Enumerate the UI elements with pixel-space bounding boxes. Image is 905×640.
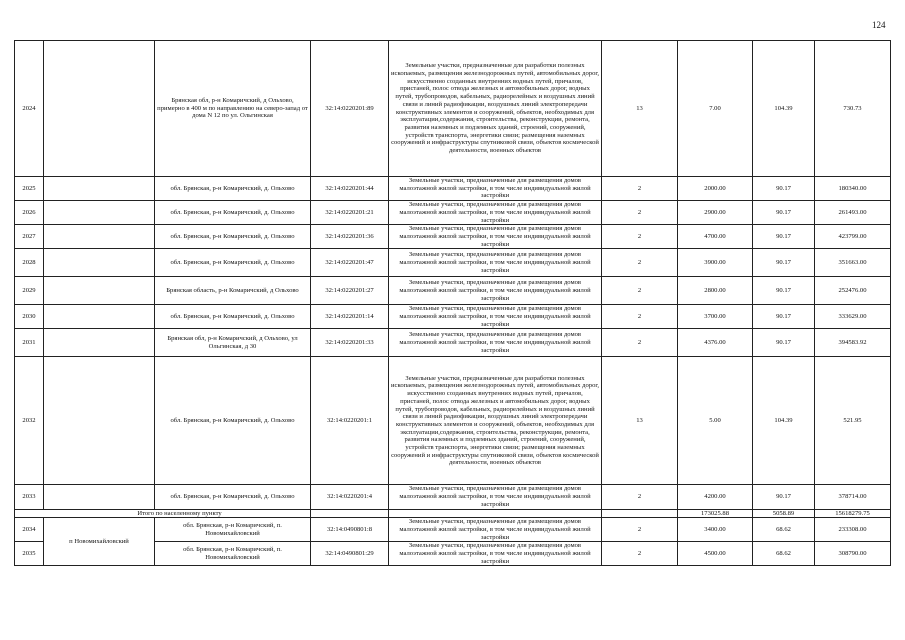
area-cell: 4500.00	[678, 542, 753, 566]
value-cell: 730.73	[815, 41, 891, 177]
cadastral-number-cell: 32:14:0220201:27	[311, 277, 389, 305]
land-purpose-cell: Земельные участки, предназначенные для размещения домов малоэтажной жилой застройки, в том числе индивидуальной жилой застройки	[389, 485, 602, 509]
table-row	[15, 357, 891, 485]
purpose-code-cell: 2	[602, 542, 678, 566]
address-cell: обл. Брянская, р-н Комаричский, д. Ольхово	[155, 305, 311, 329]
value-cell: 423799.00	[815, 225, 891, 249]
value-cell: 378714.00	[815, 485, 891, 509]
area-cell: 5.00	[678, 357, 753, 485]
cadastral-number-cell: 32:14:0220201:33	[311, 329, 389, 357]
area-cell: 4200.00	[678, 485, 753, 509]
value-cell: 521.95	[815, 357, 891, 485]
rate-cell: 68.62	[753, 542, 815, 566]
settlement-cell	[44, 177, 155, 201]
land-valuation-table	[14, 40, 891, 566]
row-number: 2033	[15, 485, 44, 509]
area-cell: 4376.00	[678, 329, 753, 357]
row-number: 2035	[15, 542, 44, 566]
rate-cell: 90.17	[753, 485, 815, 509]
settlement-cell	[44, 225, 155, 249]
row-number: 2025	[15, 177, 44, 201]
table-row	[15, 329, 891, 357]
area-cell: 2900.00	[678, 201, 753, 225]
settlement-cell	[44, 357, 155, 485]
purpose-code-cell: 2	[602, 518, 678, 542]
value-cell: 252476.00	[815, 277, 891, 305]
purpose-code-cell: 2	[602, 177, 678, 201]
area-cell: 7.00	[678, 41, 753, 177]
settlement-cell	[44, 329, 155, 357]
address-cell: обл. Брянская, р-н Комаричский, д. Ольхово	[155, 249, 311, 277]
settlement-cell	[44, 41, 155, 177]
land-purpose-cell: Земельные участки, предназначенные для размещения домов малоэтажной жилой застройки, в том числе индивидуальной жилой застройки	[389, 225, 602, 249]
value-cell: 261493.00	[815, 201, 891, 225]
cadastral-number-cell: 32:14:0490801:29	[311, 542, 389, 566]
subtotal-value: 15618279.75	[815, 509, 891, 518]
purpose-code-cell: 2	[602, 277, 678, 305]
settlement-cell	[44, 249, 155, 277]
table-row	[15, 41, 891, 177]
land-purpose-cell: Земельные участки, предназначенные для размещения домов малоэтажной жилой застройки, в том числе индивидуальной жилой застройки	[389, 518, 602, 542]
address-cell: обл. Брянская, р-н Комаричский, д. Ольхово	[155, 177, 311, 201]
value-cell: 233308.00	[815, 518, 891, 542]
row-number: 2032	[15, 357, 44, 485]
cadastral-number-cell: 32:14:0220201:47	[311, 249, 389, 277]
rate-cell: 90.17	[753, 277, 815, 305]
address-cell: обл. Брянская, р-н Комаричский, д. Ольхово	[155, 201, 311, 225]
table-row	[15, 518, 891, 542]
settlement-name: п Новомихайловский	[44, 518, 155, 566]
rate-cell: 90.17	[753, 305, 815, 329]
cadastral-number-cell: 32:14:0490801:8	[311, 518, 389, 542]
cadastral-number-cell: 32:14:0220201:1	[311, 357, 389, 485]
purpose-code-cell: 13	[602, 41, 678, 177]
rate-cell: 90.17	[753, 177, 815, 201]
subtotal-rate: 5058.89	[753, 509, 815, 518]
purpose-code-cell: 2	[602, 249, 678, 277]
rate-cell: 104.39	[753, 357, 815, 485]
address-cell: обл. Брянская, р-н Комаричский, д. Ольхово	[155, 357, 311, 485]
land-purpose-cell: Земельные участки, предназначенные для разработки полезных ископаемых, размещения железнодорожных путей, автомобильных дорог, искусственно созданных внутренних водных путей, причалов, пристаней, полос отвода железных и автомобильных дорог, водных путей, трубопроводов, кабельных, радиорелейных и воздушных линий связи и линий радиофикации, воздушных линий электропередачи конструктивных элементов и сооружений, объектов, необходимых для эксплуатации,содержания, строительства, реконструкции, ремонта, развития наземных и подземных зданий, строений, сооружений, устройств транспорта, энергетики связи; размещения наземных сооружений и инфраструктуры спутниковой связи, объектов космической деятельности, военных объектов	[389, 357, 602, 485]
purpose-code-cell: 13	[602, 357, 678, 485]
land-purpose-cell: Земельные участки, предназначенные для размещения домов малоэтажной жилой застройки, в том числе индивидуальной жилой застройки	[389, 305, 602, 329]
settlement-cell	[44, 277, 155, 305]
area-cell: 4700.00	[678, 225, 753, 249]
cadastral-number-cell: 32:14:0220201:21	[311, 201, 389, 225]
table-row	[15, 305, 891, 329]
settlement-cell	[44, 201, 155, 225]
table-row	[15, 225, 891, 249]
row-number: 2028	[15, 249, 44, 277]
subtotal-area: 173025.88	[678, 509, 753, 518]
table-row	[15, 177, 891, 201]
subtotal-row	[15, 509, 891, 518]
purpose-code-cell: 2	[602, 225, 678, 249]
rate-cell: 90.17	[753, 249, 815, 277]
address-cell: обл. Брянская, р-н Комаричский, п. Новомихайловский	[155, 518, 311, 542]
row-number: 2034	[15, 518, 44, 542]
cadastral-number-cell: 32:14:0220201:89	[311, 41, 389, 177]
land-purpose-cell: Земельные участки, предназначенные для размещения домов малоэтажной жилой застройки, в том числе индивидуальной жилой застройки	[389, 177, 602, 201]
land-purpose-cell: Земельные участки, предназначенные для размещения домов малоэтажной жилой застройки, в том числе индивидуальной жилой застройки	[389, 329, 602, 357]
rate-cell: 90.17	[753, 225, 815, 249]
value-cell: 308790.00	[815, 542, 891, 566]
page-number: 124	[872, 20, 886, 30]
subtotal-label: Итого по населенному пункту	[15, 509, 311, 518]
row-number: 2026	[15, 201, 44, 225]
row-number: 2029	[15, 277, 44, 305]
value-cell: 394583.92	[815, 329, 891, 357]
row-number: 2024	[15, 41, 44, 177]
address-cell: обл. Брянская, р-н Комаричский, д. Ольхово	[155, 225, 311, 249]
rate-cell: 104.39	[753, 41, 815, 177]
rate-cell: 90.17	[753, 329, 815, 357]
land-purpose-cell: Земельные участки, предназначенные для размещения домов малоэтажной жилой застройки, в том числе индивидуальной жилой застройки	[389, 542, 602, 566]
address-cell: Брянская область, р-н Комаричский, д Ольхово	[155, 277, 311, 305]
table-row	[15, 277, 891, 305]
table-row	[15, 249, 891, 277]
address-cell: Брянская обл, р-н Комаричский, д Ольхово, ул Ольгинская, д 30	[155, 329, 311, 357]
area-cell: 3400.00	[678, 518, 753, 542]
rate-cell: 68.62	[753, 518, 815, 542]
address-cell: обл. Брянская, р-н Комаричский, д. Ольхово	[155, 485, 311, 509]
rate-cell: 90.17	[753, 201, 815, 225]
purpose-code-cell: 2	[602, 329, 678, 357]
cadastral-number-cell: 32:14:0220201:36	[311, 225, 389, 249]
row-number: 2027	[15, 225, 44, 249]
table-row	[15, 201, 891, 225]
row-number: 2030	[15, 305, 44, 329]
land-purpose-cell: Земельные участки, предназначенные для разработки полезных ископаемых, размещения железнодорожных путей, автомобильных дорог, искусственно созданных внутренних водных путей, причалов, пристаней, полос отвода железных и автомобильных дорог, водных путей, трубопроводов, кабельных, радиорелейных и воздушных линий связи и линий радиофикации, воздушных линий электропередачи конструктивных элементов и сооружений, объектов, необходимых для эксплуатации,содержания, строительства, реконструкции, ремонта, развития наземных и подземных зданий, строений, сооружений, устройств транспорта, энергетики связи; размещения наземных сооружений и инфраструктуры спутниковой связи, объектов космической деятельности, военных объектов	[389, 41, 602, 177]
address-cell: обл. Брянская, р-н Комаричский, п. Новомихайловский	[155, 542, 311, 566]
area-cell: 3900.00	[678, 249, 753, 277]
settlement-cell	[44, 485, 155, 509]
purpose-code-cell: 2	[602, 305, 678, 329]
value-cell: 180340.00	[815, 177, 891, 201]
land-purpose-cell: Земельные участки, предназначенные для размещения домов малоэтажной жилой застройки, в том числе индивидуальной жилой застройки	[389, 201, 602, 225]
value-cell: 333629.00	[815, 305, 891, 329]
address-cell: Брянская обл, р-н Комаричский, д Ольхово, примерно в 400 м по направлению на северо-запад от дома N 12 по ул. Ольгинская	[155, 41, 311, 177]
area-cell: 2000.00	[678, 177, 753, 201]
settlement-cell	[44, 305, 155, 329]
land-purpose-cell: Земельные участки, предназначенные для размещения домов малоэтажной жилой застройки, в том числе индивидуальной жилой застройки	[389, 277, 602, 305]
area-cell: 3700.00	[678, 305, 753, 329]
purpose-code-cell: 2	[602, 485, 678, 509]
cadastral-number-cell: 32:14:0220201:44	[311, 177, 389, 201]
cadastral-number-cell: 32:14:0220201:4	[311, 485, 389, 509]
table-row	[15, 485, 891, 509]
value-cell: 351663.00	[815, 249, 891, 277]
cadastral-number-cell: 32:14:0220201:14	[311, 305, 389, 329]
area-cell: 2800.00	[678, 277, 753, 305]
land-purpose-cell: Земельные участки, предназначенные для размещения домов малоэтажной жилой застройки, в том числе индивидуальной жилой застройки	[389, 249, 602, 277]
row-number: 2031	[15, 329, 44, 357]
purpose-code-cell: 2	[602, 201, 678, 225]
